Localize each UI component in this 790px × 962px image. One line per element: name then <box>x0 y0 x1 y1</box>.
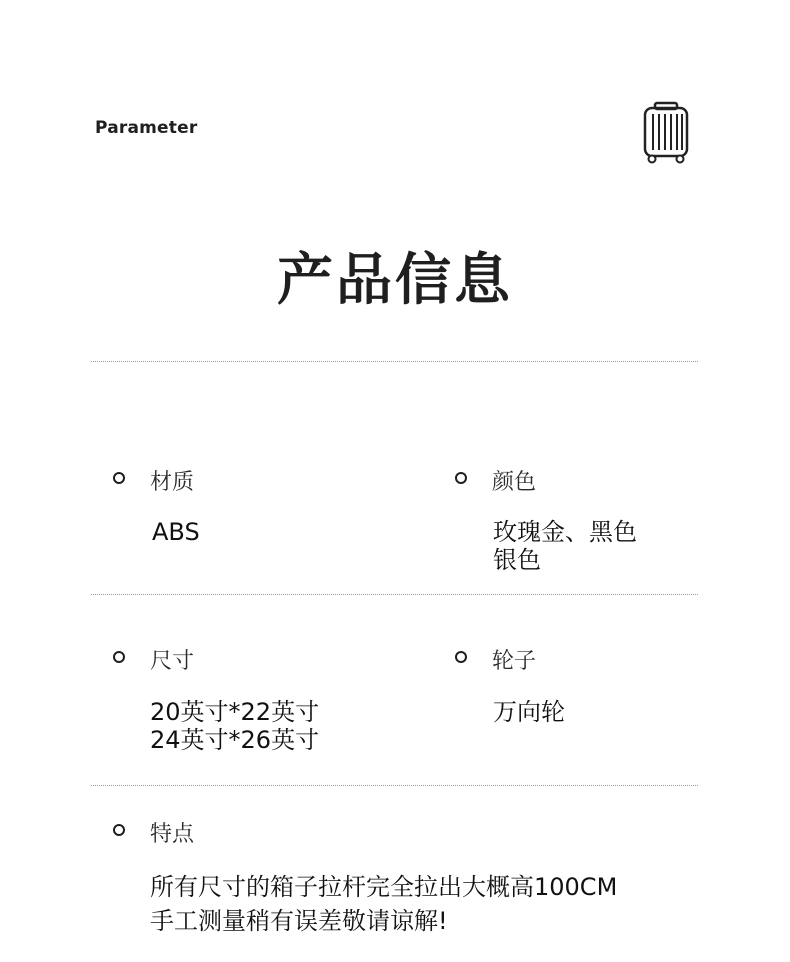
color-value-line: 玫瑰金、黑色 <box>493 518 637 546</box>
divider-row-2 <box>91 785 698 786</box>
color-value <box>493 518 637 574</box>
material-value <box>152 518 200 546</box>
size-value-line: 24英寸*26英寸 <box>150 726 320 754</box>
suitcase-icon <box>640 101 692 165</box>
wheels-value <box>493 698 565 726</box>
divider-title <box>91 361 698 362</box>
features-value-line: 所有尺寸的箱子拉杆完全拉出大概高100CM <box>150 873 618 901</box>
parameter-label: Parameter <box>95 118 198 138</box>
features-value-line: 手工测量稍有误差敬请谅解! <box>150 907 448 935</box>
wheels-value-line: 万向轮 <box>493 698 565 726</box>
features-value <box>150 870 617 938</box>
features-bullet <box>113 824 125 836</box>
color-bullet <box>455 472 467 484</box>
material-label: 材质 <box>150 470 195 495</box>
page-title: 产品信息 <box>277 248 513 313</box>
size-bullet <box>113 651 125 663</box>
size-value-line: 20英寸*22英寸 <box>150 698 320 726</box>
material-value-line: ABS <box>152 518 200 546</box>
divider-row-1 <box>91 594 698 595</box>
wheels-bullet <box>455 651 467 663</box>
color-label: 颜色 <box>492 470 537 495</box>
wheels-label: 轮子 <box>492 649 537 674</box>
features-label: 特点 <box>150 822 195 847</box>
color-value-line: 银色 <box>493 546 541 574</box>
size-value <box>150 698 319 754</box>
material-bullet <box>113 472 125 484</box>
size-label: 尺寸 <box>150 649 195 674</box>
